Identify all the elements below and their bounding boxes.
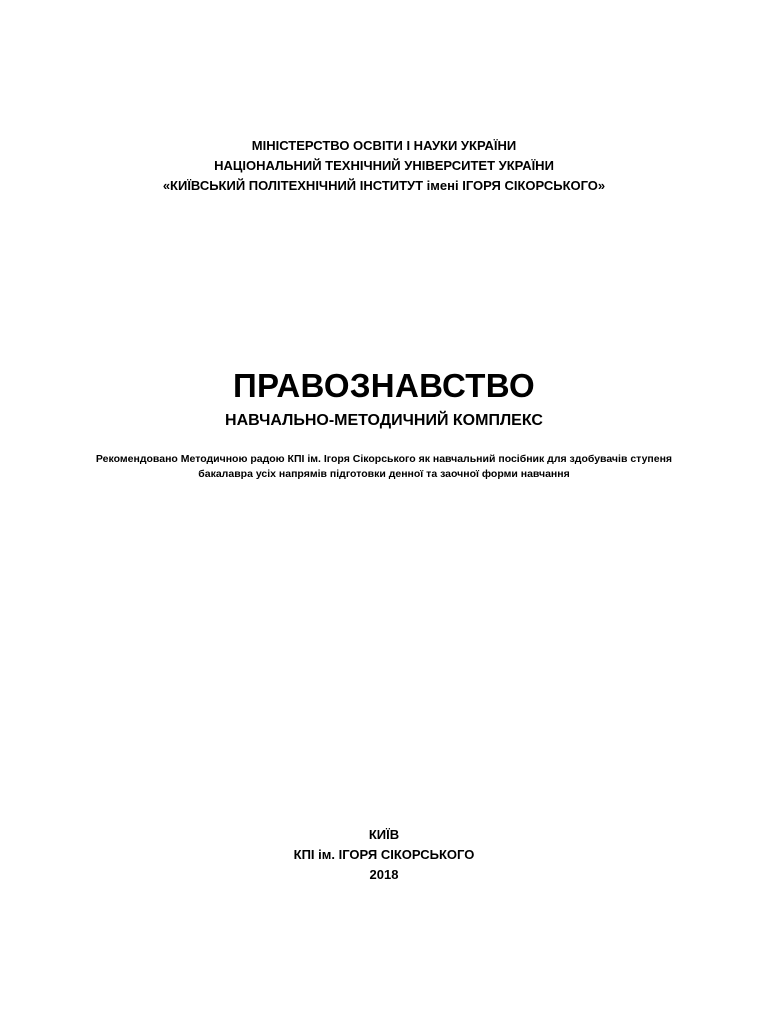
publication-year: 2018 — [369, 867, 399, 882]
recommendation-note — [0, 452, 768, 482]
recommendation-line-2: бакалавра усіх напрямів підготовки денної та заочної форми навчання — [198, 468, 570, 480]
publisher-name: КПІ ім. ІГОРЯ СІКОРСЬКОГО — [293, 847, 475, 862]
title-section — [0, 364, 768, 432]
document-title: ПРАВОЗНАВСТВО — [233, 367, 535, 404]
imprint-footer — [0, 825, 768, 885]
document-subtitle: НАВЧАЛЬНО-МЕТОДИЧНИЙ КОМПЛЕКС — [225, 412, 543, 429]
publication-city: КИЇВ — [368, 827, 400, 842]
ministry-name: МІНІСТЕРСТВО ОСВІТИ І НАУКИ УКРАЇНИ — [251, 138, 517, 153]
institution-header — [0, 136, 768, 196]
institute-name: «КИЇВСЬКИЙ ПОЛІТЕХНІЧНИЙ ІНСТИТУТ імені ІГОРЯ СІКОРСЬКОГО» — [162, 178, 606, 193]
university-name: НАЦІОНАЛЬНИЙ ТЕХНІЧНИЙ УНІВЕРСИТЕТ УКРАЇНИ — [214, 158, 554, 173]
recommendation-line-1: Рекомендовано Методичною радою КПІ ім. Ігоря Сікорського як навчальний посібник для здобувачів ступеня — [95, 453, 673, 465]
